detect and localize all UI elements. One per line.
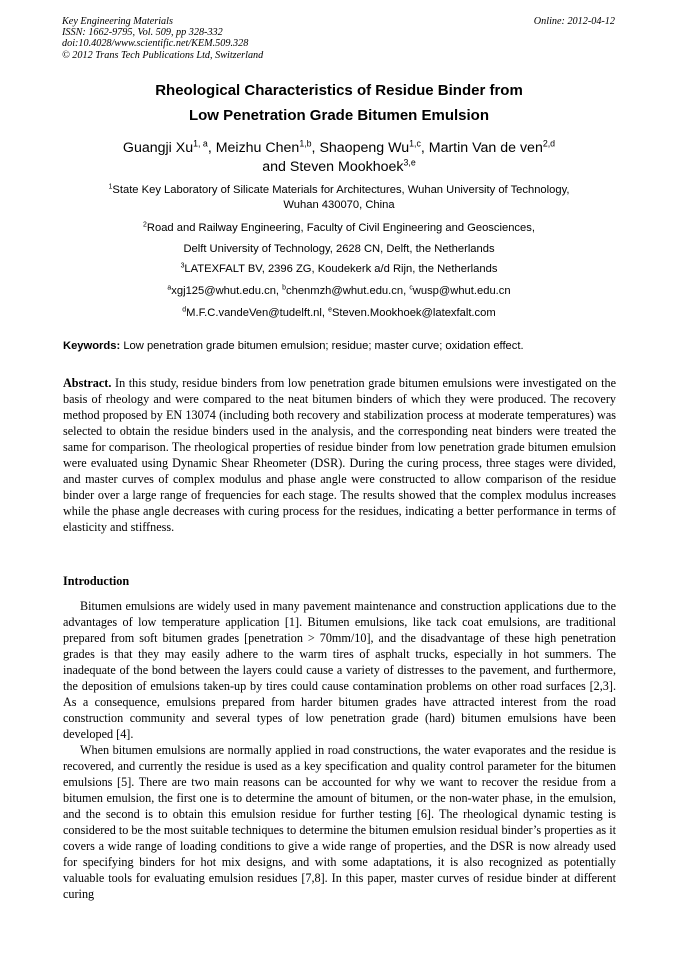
affiliation-mark: 3 (180, 262, 185, 270)
affiliation-2 (62, 218, 616, 260)
email-address[interactable]: xgj125@whut.edu.cn, (171, 285, 280, 297)
affiliation-mark: 2 (143, 221, 147, 229)
author-affiliation-mark: 1,b (299, 138, 312, 149)
author-conjunction: and (262, 159, 286, 175)
email-line-1 (62, 284, 616, 299)
keywords-label: Keywords: (63, 340, 121, 352)
email-address[interactable]: chenmzh@whut.edu.cn, (286, 285, 407, 297)
paragraph: Bitumen emulsions are widely used in many pavement maintenance and construction applications due to the advantages of low temperature application [1]. Bitumen emulsions, like tack coat emulsions, are traditional prepared from soft bitumen grades [penetration > 70mm/10], and the disadvantage of these high penetration grades is that they may easily adhere to the warm tires of asphalt trucks, especially in hot summers. The inadequate of the bond between the layers could cause a variety of distresses to the pavement, and furthermore, the deposition of emulsions taken-up by tires could cause contamination problems on other road surfaces [2,3]. As a consequence, emulsions prepared from harder bitumen grades have attracted interest from the road construction community and several types of low penetration grade (hard) bitumen emulsions have been developed [4]. (63, 599, 616, 741)
email-mark: c (409, 284, 413, 292)
author-affiliation-mark: 1, a (193, 138, 208, 149)
email-line-2 (62, 306, 616, 321)
affiliation-mark: 1 (108, 183, 113, 191)
keywords-text: Low penetration grade bitumen emulsion; residue; master curve; oxidation effect. (123, 340, 524, 352)
keywords (63, 340, 617, 352)
paragraph: When bitumen emulsions are normally applied in road constructions, the water evaporates and the residue is recovered, and currently the residue is used as a key specification and quality control parameter for the bitumen emulsions [5]. There are two main reasons can be accounted for why we want to recover the residue from a bitumen emulsion, the first one is to determine the amount of bitumen, or the non-water phase, in the emulsion, and the second is to obtain this emulsion residue for further testing [6]. The rheological dynamic testing is considered to be the most suitable techniques to determine the bitumen emulsion residual binder’s properties as it covers a wide range of loading conditions to give a wide range of properties, and the DSR is now already used for specifying binders for hot mix designs, and with some adaptations, it is also recognized as potentially valuable tools for evaluating emulsion residues [7,8]. In this paper, master curves of residue binder at different curing (63, 743, 616, 901)
paper-title-line-2: Low Penetration Grade Bitumen Emulsion (188, 107, 490, 124)
author-affiliation-mark: 3,e (403, 157, 416, 168)
paper-title-line-1: Rheological Characteristics of Residue Binder from (155, 82, 523, 99)
abstract (63, 375, 616, 535)
affiliation-text: Delft University of Technology, 2628 CN, Delft, the Netherlands (183, 243, 495, 255)
author-affiliation-mark: 2,d (542, 138, 556, 149)
author-name: Shaopeng Wu (319, 140, 410, 156)
email-address[interactable]: Steven.Mookhoek@latexfalt.com (331, 307, 496, 319)
journal-name: Key Engineering Materials (62, 16, 173, 27)
affiliation-3 (62, 262, 616, 277)
abstract-text: In this study, residue binders from low penetration grade bitumen emulsions were investigated on the basis of rheology and were compared to the neat bitumen binders of which they were produced. The recovery method proposed by EN 13074 (including both recovery and stabilization process at moderate temperatures) was selected to obtain the residue binders used in the analysis, and the corresponding neat binders were treated the same for comparison. The rheological properties of residue binder from low penetration grade bitumen emulsion were evaluated using Dynamic Shear Rheometer (DSR). During the curing process, three stages were divided, and master curves of complex modulus and phase angle were constructed to allow comparison of the residue binder over a large range of frequencies for each stage. The results showed that the complex modulus increases while the phase angle decreases with curing process for the residues, indicating a better performance in terms of elasticity and stiffness. (63, 376, 617, 534)
journal-metadata (62, 16, 263, 61)
email-mark: b (282, 284, 286, 292)
section-heading-introduction: Introduction (63, 574, 130, 588)
email-mark: a (167, 284, 172, 292)
author-affiliation-mark: 1,c (409, 138, 421, 149)
email-address[interactable]: wusp@whut.edu.cn (412, 285, 511, 297)
author-name: Guangji Xu (122, 140, 194, 156)
affiliation-text: Road and Railway Engineering, Faculty of Civil Engineering and Geosciences, (146, 222, 535, 234)
email-mark: d (182, 306, 187, 314)
affiliation-1 (62, 183, 616, 213)
issn: ISSN: 1662-9795, Vol. 509, pp 328-332 (62, 27, 223, 39)
doi: doi:10.4028/www.scientific.net/KEM.509.328 (62, 38, 249, 50)
affiliation-text: State Key Laboratory of Silicate Materials for Architectures, Wuhan University of Technology, (112, 184, 570, 196)
email-address[interactable]: M.F.C.vandeVen@tudelft.nl, (186, 307, 325, 319)
online-date: Online: 2012-04-12 (533, 16, 615, 27)
author-name: Meizhu Chen (215, 140, 300, 156)
author-name: Steven Mookhoek (289, 159, 404, 175)
introduction-body (63, 598, 616, 902)
affiliation-text: LATEXFALT BV, 2396 ZG, Koudekerk a/d Rijn, the Netherlands (184, 263, 498, 275)
copyright: © 2012 Trans Tech Publications Ltd, Switzerland (62, 49, 264, 61)
abstract-label: Abstract. (63, 376, 112, 390)
author-name: Martin Van de ven (428, 140, 543, 156)
author-list: Guangji Xu$^{1, a}$, Meizhu Chen$^{1,b}$, Shaopeng Wu$^{1,c}$, Martin Van de ven$^{2,d}$ and Steven Mookhoek$^{3,e}$ (122, 138, 556, 175)
email-mark: e (328, 306, 332, 314)
affiliation-text: Wuhan 430070, China (283, 199, 395, 211)
